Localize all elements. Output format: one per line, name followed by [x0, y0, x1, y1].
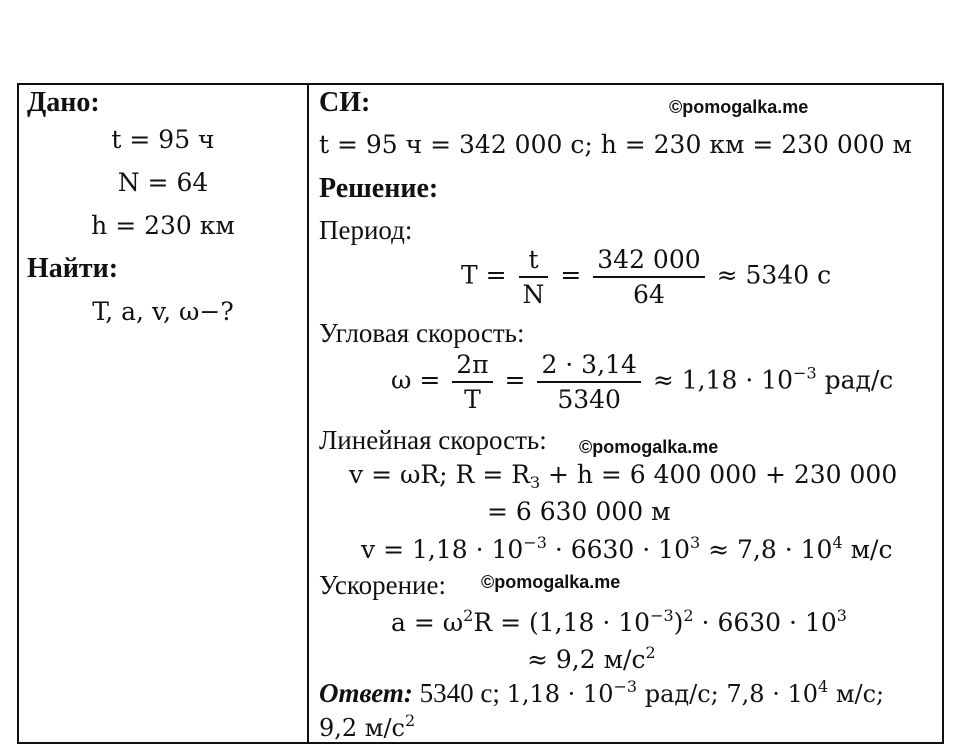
si-line: t = 95 ч = 342 000 с; h = 230 км = 230 000 м — [319, 130, 913, 159]
period-lhs: T = — [461, 260, 507, 290]
accel-line2-text: ≈ 9,2 м/с — [527, 645, 646, 674]
accel-c: ) — [673, 608, 684, 637]
angular-formula — [391, 350, 893, 414]
answer-line2-exp: 2 — [405, 711, 416, 730]
accel-exp1: 2 — [463, 606, 474, 625]
period-fraction-1 — [519, 245, 549, 309]
angular-unit: рад/с — [824, 365, 894, 395]
angular-fraction-2 — [537, 350, 640, 414]
angular-frac1-num: 2π — [452, 350, 492, 383]
linear3-d: м/с — [842, 535, 893, 564]
watermark-1: ©pomogalka.me — [669, 97, 809, 117]
angular-eq: = — [504, 365, 526, 395]
angular-result: ≈ 1,18 · 10 — [652, 365, 794, 395]
accel-exp3: 2 — [683, 606, 694, 625]
answer-line-1 — [319, 677, 884, 709]
angular-frac2-num: 2 · 3,14 — [537, 350, 640, 383]
accel-a: a = ω — [391, 608, 464, 637]
accel-line-2 — [527, 643, 656, 674]
accel-exp4: 3 — [836, 606, 847, 625]
linear-line-1 — [349, 460, 897, 492]
answer-label: Ответ: — [319, 678, 413, 708]
solution-table — [17, 83, 944, 744]
period-frac1-num: t — [519, 245, 549, 278]
period-result: ≈ 5340 с — [716, 260, 832, 290]
watermark-2: ©pomogalka.me — [579, 437, 719, 457]
angular-frac1-den: T — [464, 385, 481, 414]
given-column — [19, 85, 307, 742]
period-label: Период: — [319, 215, 413, 245]
period-fraction-2 — [593, 245, 704, 309]
linear-sub: З — [530, 473, 540, 492]
linear3-b: · 6630 · 10 — [546, 535, 690, 564]
solution-column — [309, 85, 942, 742]
accel-exp2: −3 — [650, 606, 674, 625]
answer-part3: рад/с; 7,8 · 10 — [637, 680, 818, 708]
answer-part1: 5340 с; — [412, 678, 507, 708]
linear-line-3 — [361, 533, 892, 564]
answer-part2-exp: −3 — [613, 677, 638, 696]
angular-label: Угловая скорость: — [319, 318, 525, 348]
accel-line-1 — [391, 606, 847, 637]
angular-fraction-1 — [452, 350, 492, 414]
period-frac2-num: 342 000 — [593, 245, 704, 278]
linear3-exp2: 3 — [690, 533, 701, 552]
answer-part3-exp: 4 — [818, 677, 829, 696]
answer-part2: 1,18 · 10 — [506, 680, 614, 708]
find-list: T, a, v, ω−? — [92, 297, 234, 326]
given-header: Дано: — [27, 87, 100, 118]
answer-line-2 — [319, 711, 415, 742]
accel-b: R = (1,18 · 10 — [473, 608, 651, 637]
angular-exp: −3 — [793, 363, 817, 383]
linear-label: Линейная скорость: — [319, 425, 547, 455]
given-count: N = 64 — [117, 168, 209, 197]
accel-line2-exp: 2 — [645, 643, 656, 662]
period-frac2-den: 64 — [633, 280, 665, 309]
linear-line1-rest: + h = 6 400 000 + 230 000 — [540, 460, 898, 489]
accel-label: Ускорение: — [319, 570, 446, 600]
answer-line2-text: 9,2 м/с — [319, 714, 405, 742]
linear3-a: v = 1,18 · 10 — [361, 535, 524, 564]
period-formula — [461, 245, 831, 309]
linear-line-2: = 6 630 000 м — [487, 497, 671, 526]
si-header: СИ: — [319, 87, 371, 118]
given-time: t = 95 ч — [111, 125, 215, 154]
period-eq: = — [560, 260, 582, 290]
linear3-exp1: −3 — [523, 533, 547, 552]
answer-part4: м/с; — [828, 680, 885, 708]
linear3-exp3: 4 — [832, 533, 843, 552]
angular-frac2-den: 5340 — [557, 385, 621, 414]
watermark-3: ©pomogalka.me — [481, 572, 621, 592]
period-frac1-den: N — [522, 280, 545, 309]
linear-line1-text: v = ωR; R = R — [349, 460, 531, 489]
angular-lhs: ω = — [391, 365, 441, 395]
accel-d: · 6630 · 10 — [693, 608, 837, 637]
find-header: Найти: — [27, 253, 119, 284]
solution-header: Решение: — [319, 173, 439, 204]
linear3-c: ≈ 7,8 · 10 — [700, 535, 833, 564]
given-height: h = 230 км — [91, 211, 235, 240]
